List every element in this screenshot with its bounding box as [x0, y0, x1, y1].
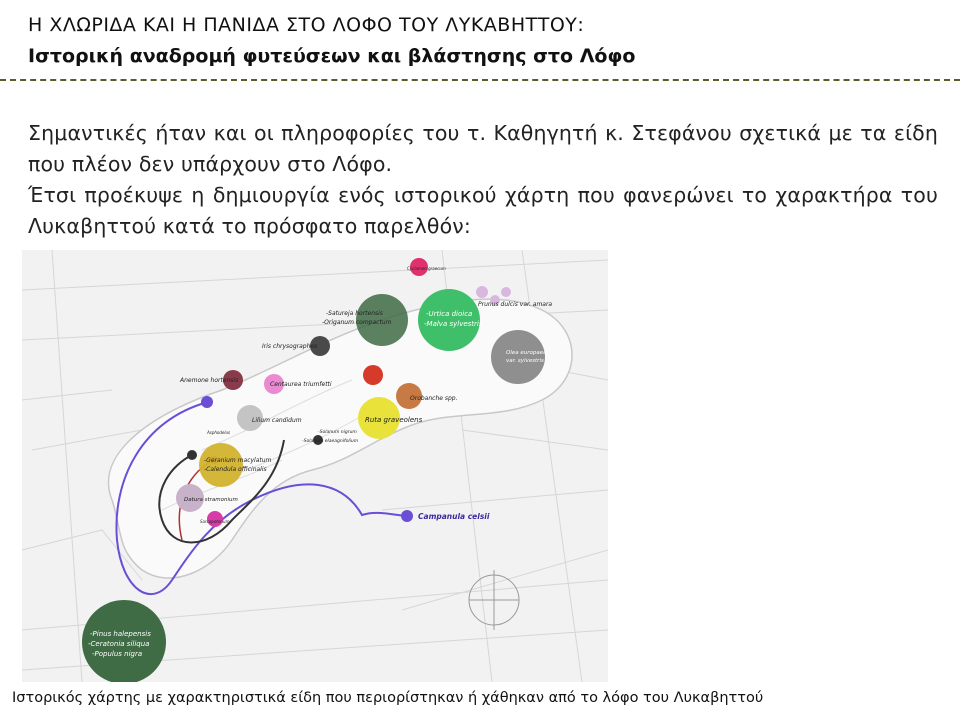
label-prunus: Prunus dulcis var. amara	[478, 301, 553, 308]
label-origanum: -Origanum compactum	[322, 319, 392, 326]
north-arrow-icon	[469, 570, 519, 630]
label-red-small: Asphodelus	[207, 430, 231, 435]
label-datura: Datura stramonium	[184, 497, 238, 503]
body-text	[28, 118, 938, 242]
label-orobanche: Orobanche spp.	[410, 395, 458, 402]
marker-purple-top	[201, 396, 213, 408]
label-olea-2: var. sylvestris	[506, 358, 544, 364]
marker-red	[363, 365, 383, 385]
label-iris: Iris chrysographes	[262, 343, 318, 350]
page-title: Η ΧΛΩΡΙΔΑ ΚΑΙ Η ΠΑΝΙΔΑ ΣΤΟ ΛΟΦΟ ΤΟΥ ΛΥΚΑΒΗΤΤΟΥ:	[28, 14, 585, 36]
marker-geranium-calendula	[199, 443, 243, 487]
map-svg	[22, 250, 608, 682]
marker-prunus-1	[476, 286, 488, 298]
title-divider	[0, 79, 960, 81]
label-populus: -Populus nigra	[92, 650, 143, 658]
marker-olea	[491, 330, 545, 384]
label-malva: -Malva sylvestris	[424, 320, 483, 328]
paragraph-2: Έτσι προέκυψε η δημιουργία ενός ιστορικού χάρτη που φανερώνει το χαρακτήρα του Λυκαβηττού κατά το πρόσφατο παρελθόν:	[28, 183, 938, 238]
label-geranium: -Geranium macylatum	[204, 457, 272, 464]
marker-prunus-3	[501, 287, 511, 297]
label-campanula: Campanula celsii	[418, 512, 490, 521]
label-centaurea: Centaurea triumfetti	[270, 381, 332, 388]
label-satureja: -Satureja hortensis	[326, 310, 383, 317]
label-solanum-1: -Solanum nigrum	[318, 430, 357, 435]
label-solanum-2: -Solanum elaeagnifolium	[302, 439, 359, 444]
page-subtitle: Ιστορική αναδρομή φυτεύσεων και βλάστησης στο Λόφο	[28, 45, 636, 67]
label-olea-1: Olea europaea	[506, 350, 547, 356]
label-calendula: -Calendula officinalis	[204, 466, 267, 473]
label-small-1: Sarcopoterium	[200, 519, 230, 524]
label-pinus: -Pinus halepensis	[90, 630, 151, 638]
marker-campanula	[401, 510, 413, 522]
historical-map	[22, 250, 608, 682]
marker-black-2	[187, 450, 197, 460]
label-urtica: -Urtica dioica	[426, 310, 473, 318]
label-ruta: Ruta graveolens	[365, 416, 423, 424]
label-magenta-top: Cyclamen graecum	[407, 266, 446, 271]
label-lilium: Lilium candidum	[252, 417, 302, 424]
label-ceratonia: -Ceratonia siliqua	[88, 640, 150, 648]
paragraph-1: Σημαντικές ήταν και οι πληροφορίες του τ. Καθηγητή κ. Στεφάνου σχετικά με τα είδη που πλέον δεν υπάρχουν στο Λόφο.	[28, 121, 938, 176]
map-caption: Ιστορικός χάρτης με χαρακτηριστικά είδη που περιορίστηκαν ή χάθηκαν από το λόφο του Λυκαβηττού	[12, 690, 764, 706]
label-anemone: Anemone hortensis	[180, 377, 239, 384]
